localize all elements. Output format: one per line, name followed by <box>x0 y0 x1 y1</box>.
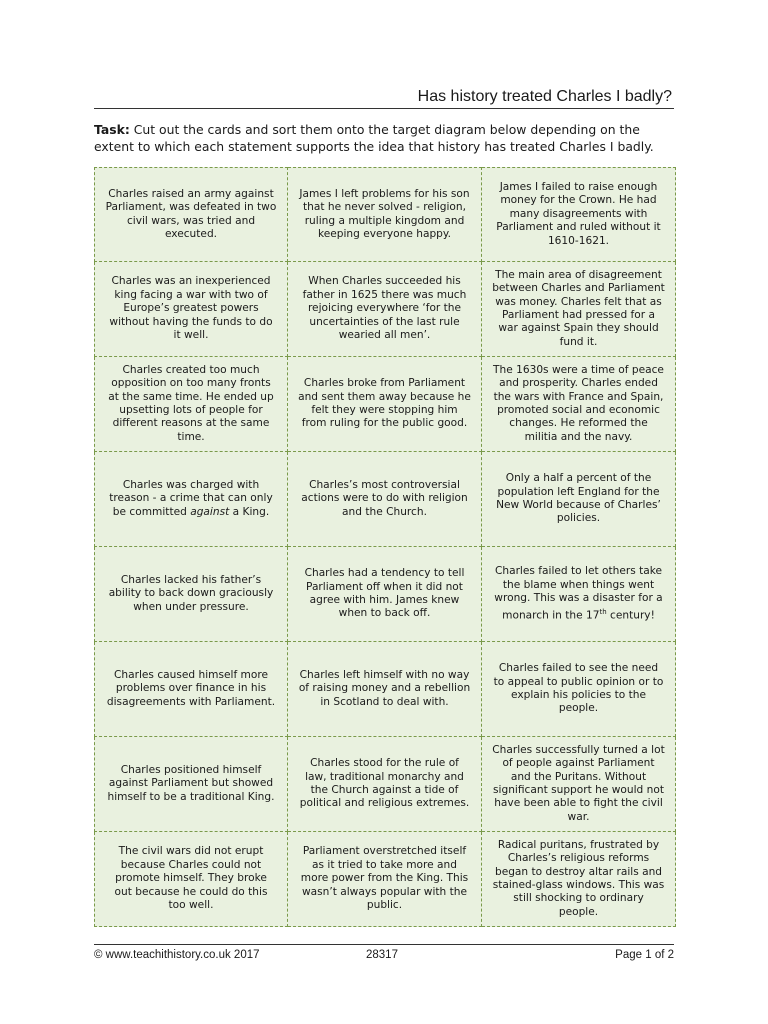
card-text: Charles raised an army against Parliament, was defeated in two civil wars, was tried and executed. <box>105 187 277 240</box>
card-grid <box>94 167 676 927</box>
statement-card <box>288 547 482 642</box>
card-text: Parliament overstretched itself as it tried to take more and more power from the King. This wasn’t always popular with the public. <box>300 845 469 912</box>
statement-card <box>482 357 676 452</box>
statement-card <box>94 737 288 832</box>
task-instructions <box>94 121 676 155</box>
statement-card <box>482 452 676 547</box>
statement-card <box>94 547 288 642</box>
statement-card <box>482 642 676 737</box>
card-text: Charles broke from Parliament and sent them away because he felt they were stopping him from ruling for the public good. <box>298 377 471 430</box>
card-text: The 1630s were a time of peace and prosperity. Charles ended the wars with France and Spain, promoted social and economic changes. He reformed the militia and the navy. <box>493 363 664 443</box>
card-text: James I failed to raise enough money for the Crown. He had many disagreements with Parliament and ruled without it 1610-1621. <box>496 180 661 247</box>
card-text: Charles was charged with treason - a crime that can only be committed against a King. <box>109 478 273 518</box>
statement-card <box>94 167 288 262</box>
statement-card <box>482 737 676 832</box>
card-text: Charles created too much opposition on too many fronts at the same time. He ended up upsetting lots of people for different reasons at the same time. <box>108 363 274 443</box>
card-text: When Charles succeeded his father in 1625 there was much rejoicing everywhere ‘for the uncertainties of the last rule wearied all men’. <box>302 275 467 342</box>
footer-page-number: Page 1 of 2 <box>615 949 674 961</box>
card-text: Charles caused himself more problems over finance in his disagreements with Parliament. <box>106 668 276 708</box>
statement-card <box>288 452 482 547</box>
page-title: Has history treated Charles I badly? <box>417 88 672 105</box>
statement-card <box>482 262 676 357</box>
card-text: Charles had a tendency to tell Parliament off when it did not agree with him. James knew when to back off. <box>304 567 465 620</box>
footer-code: 28317 <box>366 949 398 961</box>
footer-copyright: © www.teachithistory.co.uk 2017 <box>94 949 260 961</box>
card-text: The main area of disagreement between Charles and Parliament was money. Charles felt that as Parliament had pressed for a war against Spain they should fund it. <box>492 268 665 348</box>
statement-card <box>94 452 288 547</box>
statement-card <box>482 167 676 262</box>
card-text: Charles left himself with no way of raising money and a rebellion in Scotland to deal with. <box>298 668 471 708</box>
statement-card <box>288 737 482 832</box>
card-text: Charles successfully turned a lot of people against Parliament and the Puritans. Without significant support he would not have been able to fight the civil war. <box>492 743 665 823</box>
statement-card <box>288 262 482 357</box>
statement-card <box>288 642 482 737</box>
statement-card <box>94 262 288 357</box>
statement-card <box>482 547 676 642</box>
statement-card <box>288 167 482 262</box>
statement-card <box>482 832 676 927</box>
page-footer <box>94 944 674 961</box>
statement-card <box>94 357 288 452</box>
card-text: James I left problems for his son that he never solved - religion, ruling a multiple kingdom and keeping everyone happy. <box>299 187 470 240</box>
statement-card <box>94 642 288 737</box>
card-text: Charles’s most controversial actions were to do with religion and the Church. <box>301 478 468 518</box>
page-header <box>94 88 674 109</box>
card-text: Radical puritans, frustrated by Charles’s religious reforms began to destroy altar rails and stained-glass windows. This was still shocking to ordinary people. <box>492 838 665 918</box>
card-text: Charles stood for the rule of law, traditional monarchy and the Church against a tide of political and religious extremes. <box>299 757 470 810</box>
card-text: Only a half a percent of the population left England for the New World because of Charles’ policies. <box>496 472 661 525</box>
card-text: The civil wars did not erupt because Charles could not promote himself. They broke out because he could do this too well. <box>114 845 268 912</box>
card-text: Charles positioned himself against Parliament but showed himself to be a traditional King. <box>107 763 275 803</box>
card-text: Charles lacked his father’s ability to back down graciously when under pressure. <box>108 573 274 613</box>
card-text: Charles failed to see the need to appeal to public opinion or to explain his policies to the people. <box>493 662 664 715</box>
statement-card <box>288 832 482 927</box>
statement-card <box>288 357 482 452</box>
statement-card <box>94 832 288 927</box>
task-label: Task: <box>94 122 130 137</box>
card-text: Charles was an inexperienced king facing a war with two of Europe’s greatest powers without having the funds to do it well. <box>109 275 273 342</box>
task-text: Cut out the cards and sort them onto the target diagram below depending on the extent to which each statement supports the idea that history has treated Charles I badly. <box>94 122 654 154</box>
card-text: Charles failed to let others take the blame when things went wrong. This was a disaster for a monarch in the 17th century! <box>494 565 663 622</box>
